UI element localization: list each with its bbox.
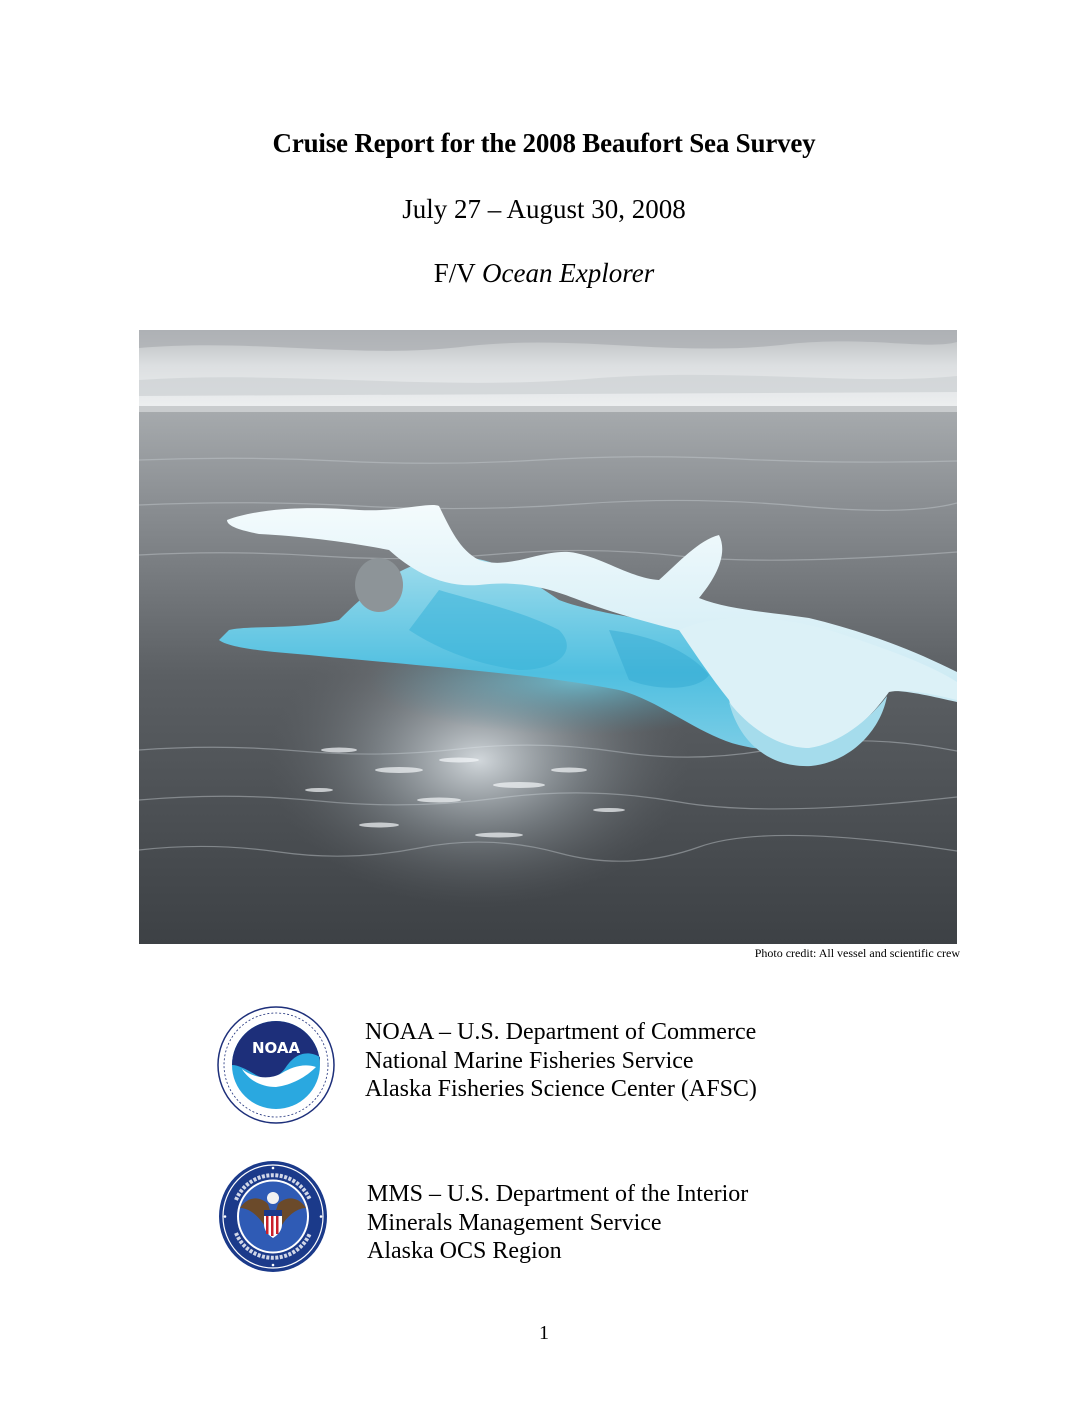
org-mms bbox=[367, 1180, 748, 1266]
org-noaa bbox=[365, 1018, 757, 1104]
page-number: 1 bbox=[539, 1322, 549, 1344]
noaa-logo-icon bbox=[216, 1005, 336, 1125]
report-title: Cruise Report for the 2008 Beaufort Sea Survey bbox=[272, 128, 816, 158]
interior-seal-icon bbox=[218, 1160, 328, 1273]
org-line: National Marine Fisheries Service bbox=[365, 1047, 694, 1074]
photo-credit: Photo credit: All vessel and scientific crew bbox=[754, 946, 960, 960]
vessel-name: Ocean Explorer bbox=[482, 258, 655, 288]
vessel-prefix: F/V bbox=[433, 258, 476, 288]
iceberg-photo bbox=[139, 330, 957, 944]
org-line: NOAA – U.S. Department of Commerce bbox=[365, 1019, 757, 1045]
org-line: Alaska Fisheries Science Center (AFSC) bbox=[365, 1076, 757, 1102]
org-line: Alaska OCS Region bbox=[367, 1238, 562, 1264]
cruise-dates: July 27 – August 30, 2008 bbox=[402, 194, 686, 224]
noaa-logo-text: NOAA bbox=[251, 1039, 301, 1057]
org-line: MMS – U.S. Department of the Interior bbox=[367, 1181, 749, 1207]
vessel-line bbox=[0, 258, 1088, 289]
org-line: Minerals Management Service bbox=[367, 1209, 662, 1236]
